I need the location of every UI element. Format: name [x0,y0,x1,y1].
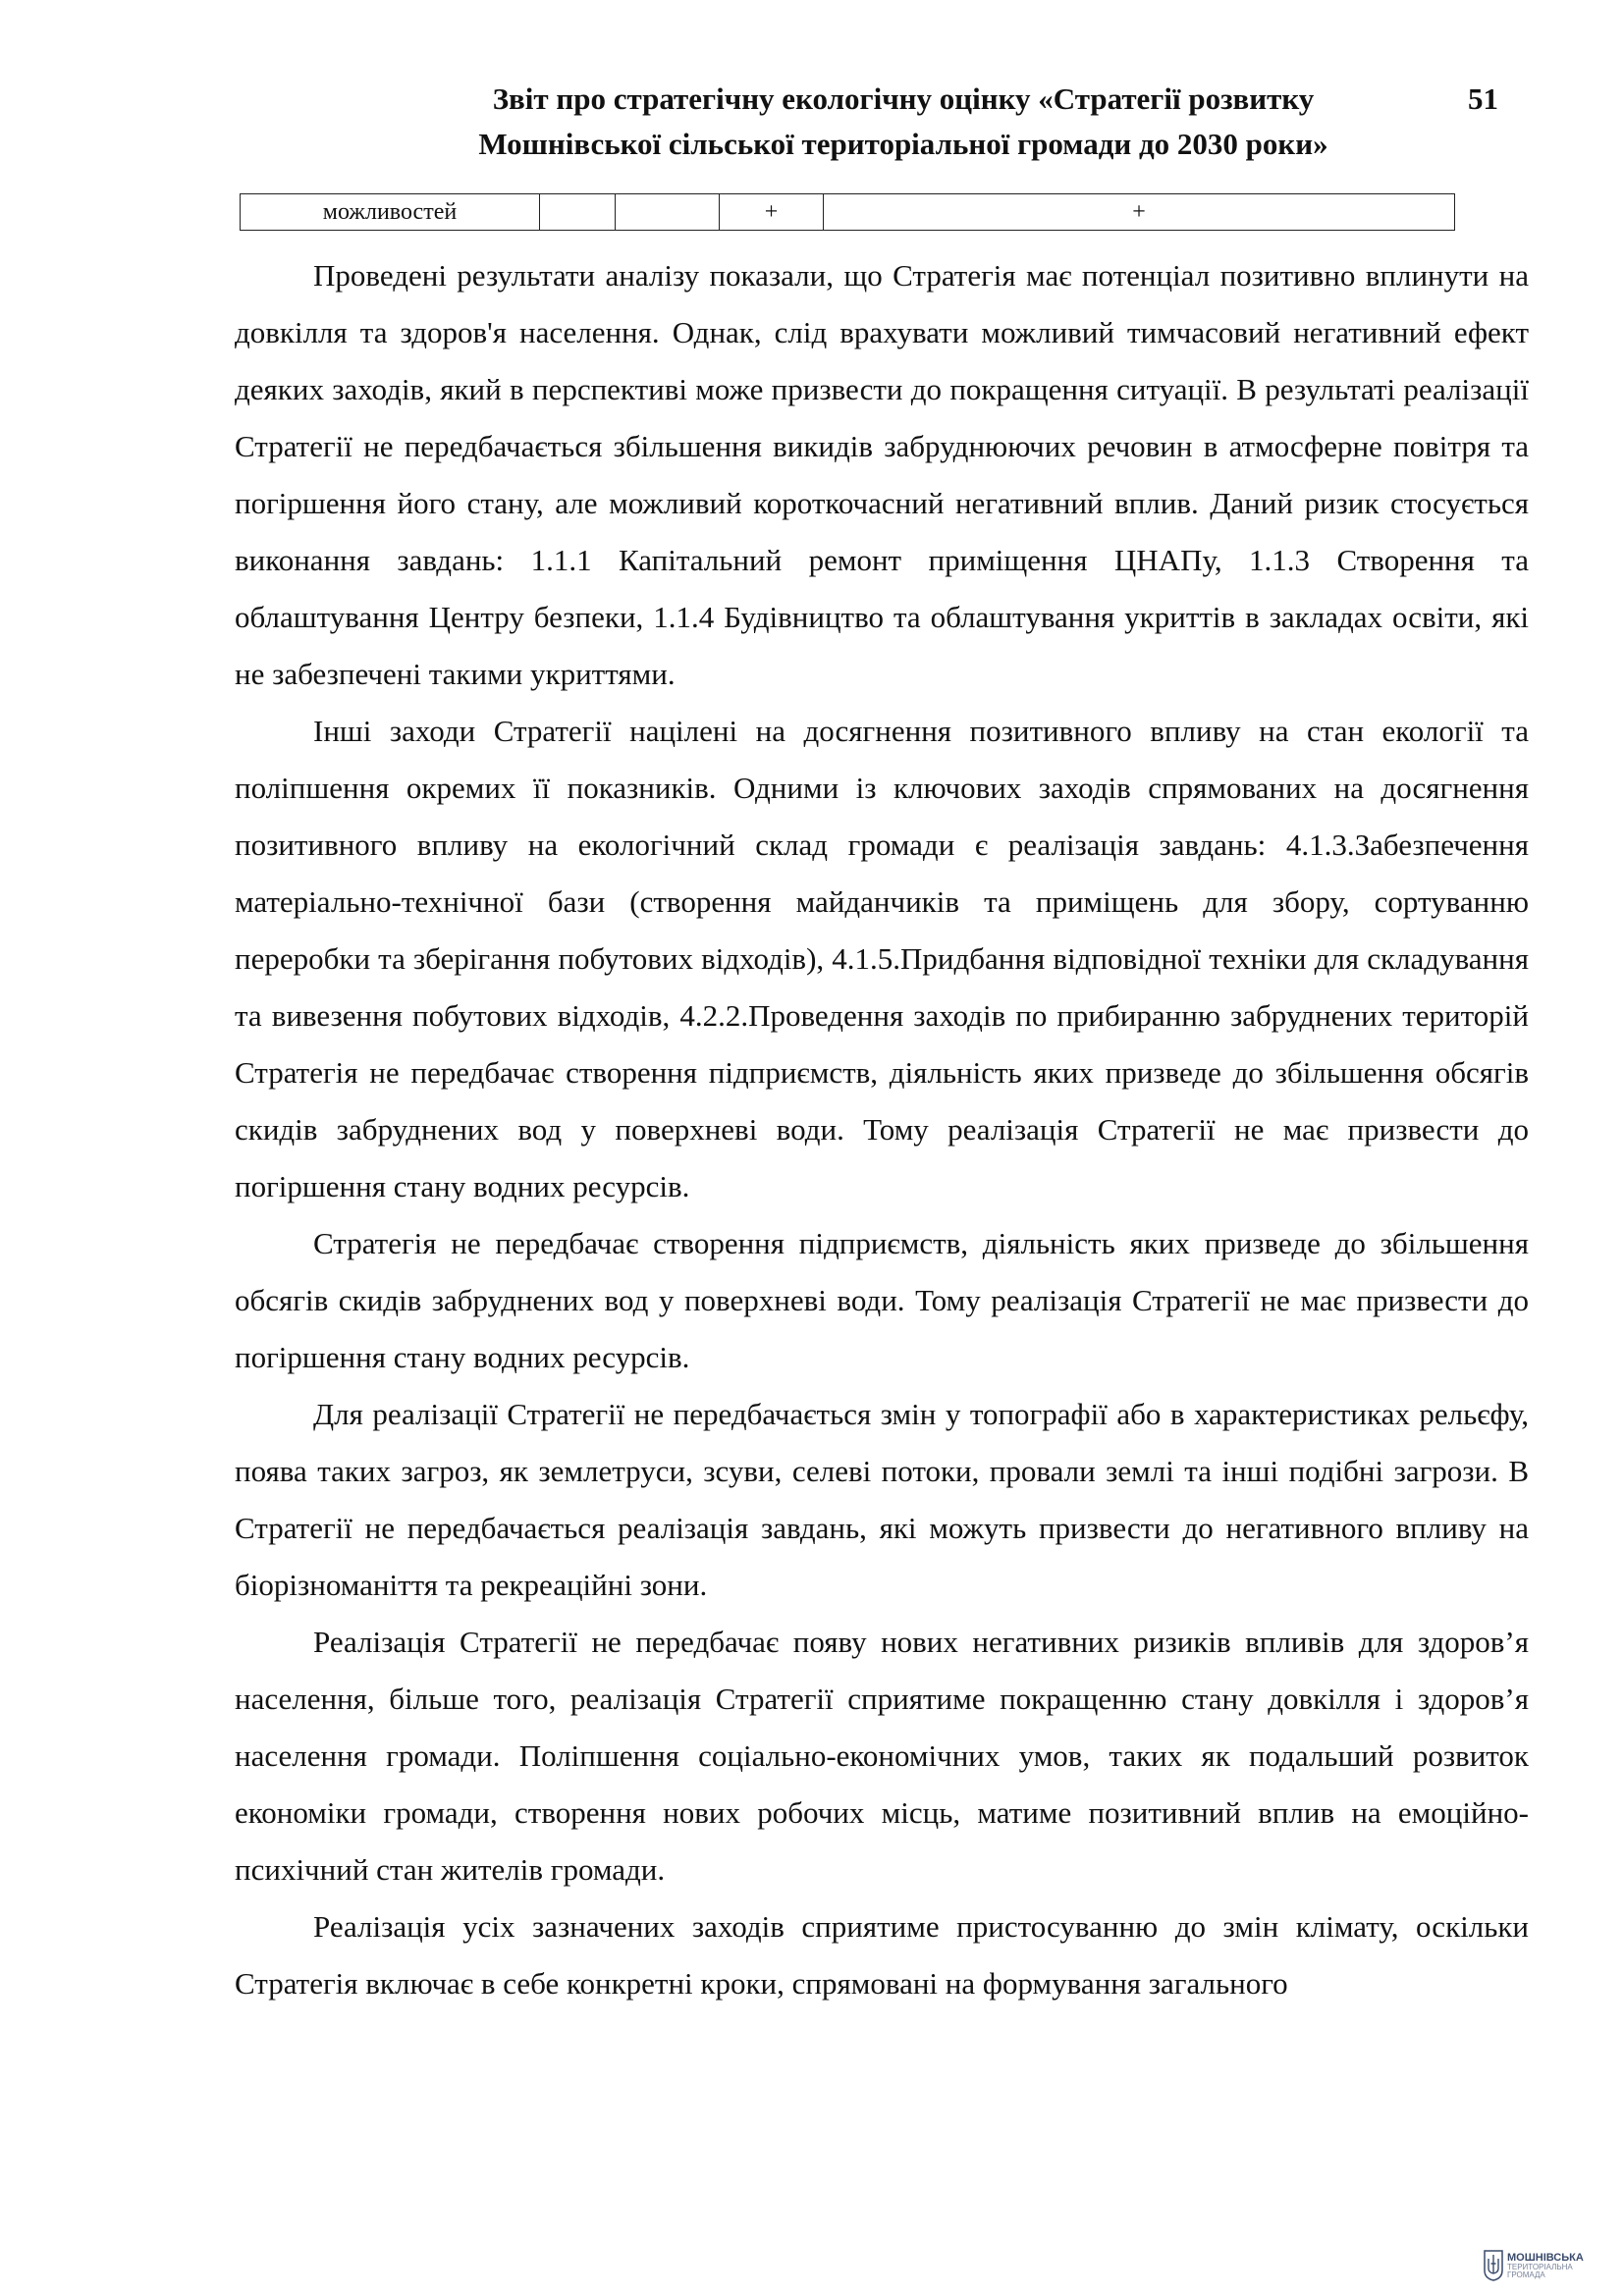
table-cell: + [824,194,1455,231]
table-cell [616,194,720,231]
header-title-line-2: Мошнівської сільської територіальної громади до 2030 роки» [478,127,1328,161]
paragraph: Реалізація усіх зазначених заходів сприятиме пристосуванню до змін клімату, оскільки Стратегія включає в себе конкретні кроки, спрямовані на формування загального [235,1909,1529,2001]
logo-line-2: ТЕРИТОРІАЛЬНА [1507,2262,1573,2271]
continued-table [240,193,1455,231]
paragraph: Для реалізації Стратегії не передбачається змін у топографії або в характеристиках рельєфу, поява таких загроз, як землетруси, зсуви, селеві потоки, провали землі та інші подібні загрози. В Стратегії не передбачається реалізація завдань, які можуть призвести до негативного впливу на біорізноманіття та рекреаційні зони. [235,1397,1529,1602]
paragraph: Інші заходи Стратегії націлені на досягнення позитивного впливу на стан екології та поліпшення окремих її показників. Одними із ключових заходів спрямованих на досягнення позитивного впливу на екологічний склад громади є реалізація завдань: 4.1.3.Забезпечення матеріально-технічної бази (створення майданчиків та приміщень для збору, сортуванню переробки та зберігання побутових відходів), 4.1.5.Придбання відповідної техніки для складування та вивезення побутових відходів, 4.2.2.Проведення заходів по прибиранню забруднених територій Стратегія не передбачає створення підприємств, діяльність яких призведе до збільшення обсягів скидів забруднених вод у поверхневі води. Тому реалізація Стратегії не має призвести до погіршення стану водних ресурсів. [235,714,1529,1203]
table-row [241,194,1455,231]
table-cell [540,194,616,231]
document-header [373,77,1434,167]
paragraph: Проведені результати аналізу показали, що Стратегія має потенціал позитивно вплинути на довкілля та здоров'я населення. Однак, слід врахувати можливий тимчасовий негативний ефект деяких заходів, який в перспективі може призвести до покращення ситуації. В результаті реалізації Стратегії не передбачається збільшення викидів забруднюючих речовин в атмосферне повітря та погіршення його стану, але можливий короткочасний негативний вплив. Даний ризик стосується виконання завдань: 1.1.1 Капітальний ремонт приміщення ЦНАПу, 1.1.3 Створення та облаштування Центру безпеки, 1.1.4 Будівництво та облаштування укриттів в закладах освіти, які не забезпечені такими укриттями. [235,258,1529,691]
coat-of-arms-icon [1484,2250,1503,2281]
paragraph: Реалізація Стратегії не передбачає появу нових негативних ризиків впливів для здоров’я населення, більше того, реалізація Стратегії сприятиме покращенню стану довкілля і здоров’я населення громади. Поліпшення соціально-економічних умов, таких як подальший розвиток економіки громади, створення нових робочих місць, матиме позитивний вплив на емоційно-психічний стан жителів громади. [235,1625,1529,1887]
logo-line-1: МОШНІВСЬКА [1507,2251,1584,2264]
table-cell: + [720,194,824,231]
page-number: 51 [1468,81,1498,116]
header-title-line-1: Звіт про стратегічну екологічну оцінку «Стратегії розвитку [492,81,1315,116]
table-cell: можливостей [241,194,540,231]
paragraph: Стратегія не передбачає створення підприємств, діяльність яких призведе до збільшення обсягів скидів забруднених вод у поверхневі води. Тому реалізація Стратегії не має призвести до погіршення стану водних ресурсів. [235,1226,1529,1374]
logo-line-3: ГРОМАДА [1507,2269,1545,2279]
community-logo [1484,2250,1584,2281]
body-text [235,247,1529,2012]
